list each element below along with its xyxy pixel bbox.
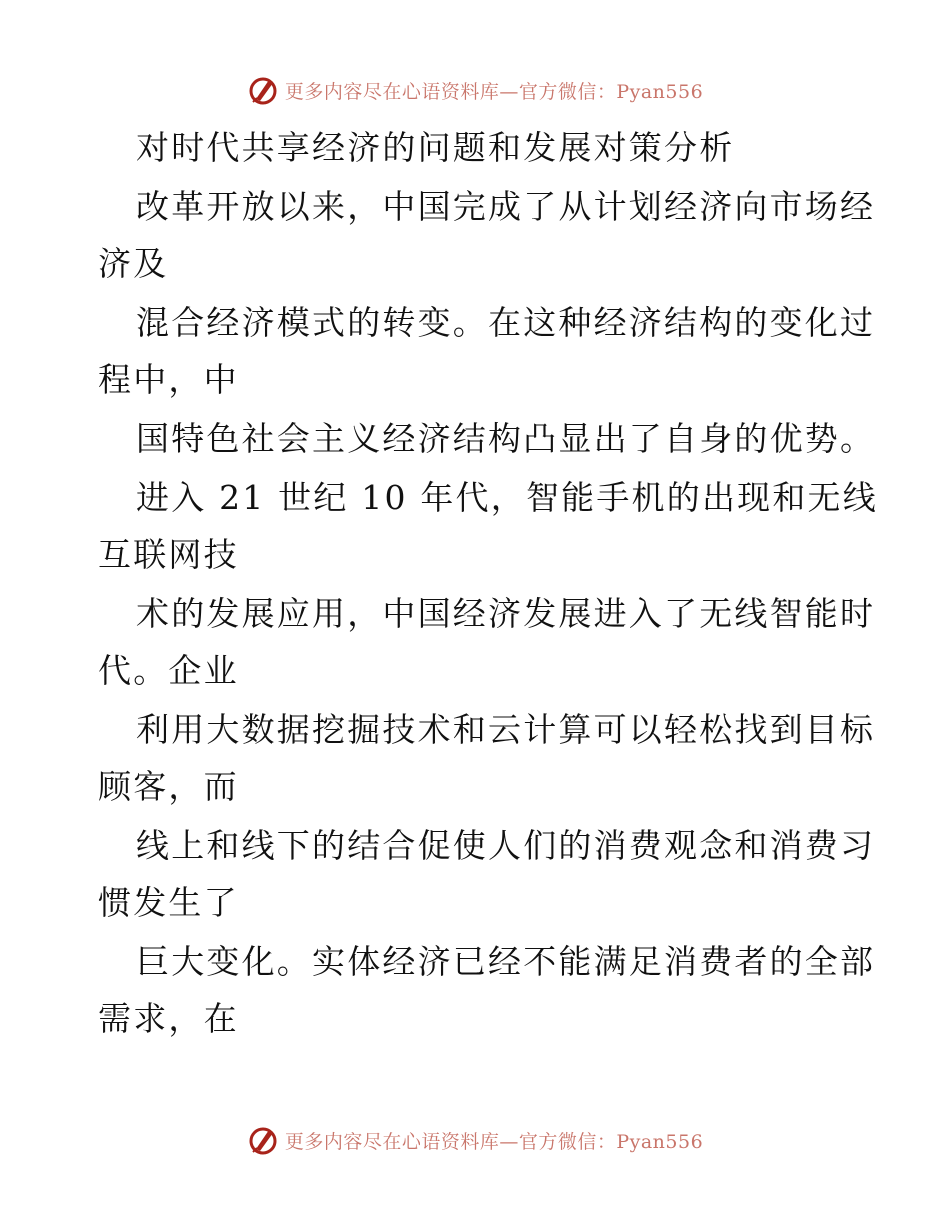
- text-line: 巨大变化。实体经济已经不能满足消费者的全部: [136, 942, 876, 981]
- text-line: 进入 21 世纪 10 年代，智能手机的出现和无线: [136, 478, 878, 517]
- text-line: 术的发展应用，中国经济发展进入了无线智能时: [136, 594, 876, 633]
- watermark-text: 更多内容尽在心语资料库—官方微信：Pyan556: [284, 1130, 704, 1153]
- text-line: 国特色社会主义经济结构凸显出了自身的优势。: [136, 419, 876, 458]
- quill-pen-logo-icon: [247, 1124, 279, 1156]
- header-watermark: [0, 70, 950, 110]
- text-line: 程中，中: [98, 360, 239, 399]
- text-line: 济及: [98, 244, 169, 283]
- text-line: 需求，在: [98, 999, 239, 1038]
- text-line: 顾客，而: [98, 767, 239, 806]
- footer-watermark: [0, 1120, 950, 1160]
- document-title: 对时代共享经济的问题和发展对策分析: [136, 128, 735, 167]
- text-line: 惯发生了: [98, 883, 239, 922]
- text-line: 代。企业: [98, 651, 239, 690]
- text-line: 利用大数据挖掘技术和云计算可以轻松找到目标: [136, 710, 876, 749]
- text-line: 线上和线下的结合促使人们的消费观念和消费习: [136, 826, 876, 865]
- quill-pen-logo-icon: [247, 74, 279, 106]
- text-line: 改革开放以来，中国完成了从计划经济向市场经: [136, 187, 876, 226]
- watermark-text: 更多内容尽在心语资料库—官方微信：Pyan556: [284, 80, 704, 103]
- text-line: 混合经济模式的转变。在这种经济结构的变化过: [136, 303, 876, 342]
- text-line: 互联网技: [98, 535, 239, 574]
